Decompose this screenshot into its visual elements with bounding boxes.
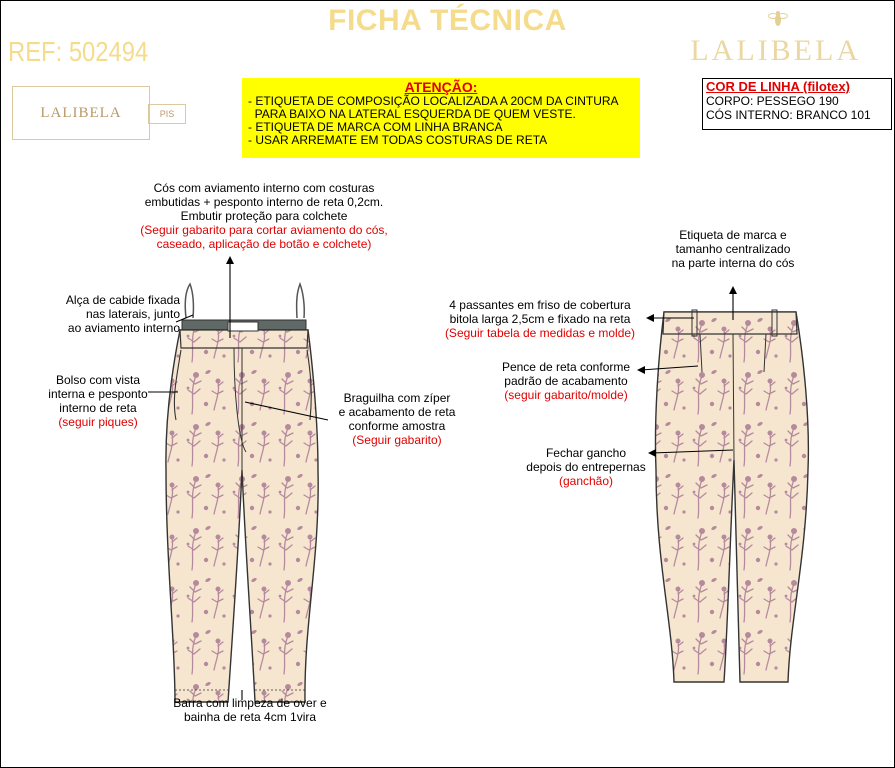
note-line: bainha de reta 4cm 1vira [183,710,317,724]
note-line: Braguilha com zíper [343,391,451,405]
note-line-red: (Seguir tabela de medidas e molde) [444,326,636,340]
thread-color-line: CORPO: PESSEGO 190 [706,94,839,108]
note-crotch [506,446,666,488]
note-line: conforme amostra [348,419,446,433]
note-belt-loops [420,298,660,340]
note-line: embutidas + pesponto interno de reta 0,2cm. [144,195,384,209]
note-line: 4 passantes em friso de cobertura [449,298,631,312]
attention-line: PARA BAIXO NA LATERAL ESQUERDA DE QUEM VESTE. [248,107,576,121]
note-line: nas laterais, junto [85,307,180,321]
brand-logo-text: LALIBELA [40,104,122,121]
hanger-loop-right [297,284,305,318]
front-trousers-drawing [166,284,318,702]
thread-color-title: COR DE LINHA (filotex) [706,79,850,94]
note-waistband [112,181,416,251]
brand-wordmark: LALIBELA [690,34,861,67]
note-line-red: (seguir piques) [58,415,138,429]
note-line: e acabamento de reta [338,405,456,419]
note-line: bitola larga 2,5cm e fixado na reta [449,312,631,326]
back-trousers-drawing [655,310,808,682]
note-hanger-loop [30,293,180,335]
note-line-red: (ganchão) [558,474,614,488]
note-line-red: caseado, aplicação de botão e colchete) [156,237,372,251]
note-line: Pence de reta conforme [501,360,631,374]
note-line: ao aviamento interno [67,321,180,335]
note-brand-label [650,228,816,270]
note-line: Barra com limpeza de over e [173,696,327,710]
thread-color-line: CÓS INTERNO: BRANCO 101 [706,108,871,122]
note-line-red: (Seguir gabarito para cortar aviamento do cós, [140,223,388,237]
note-line: padrão de acabamento [504,374,628,388]
sheet-title: FICHA TÉCNICA [328,4,567,37]
note-line: depois do entrepernas [526,460,646,474]
note-line: Alça de cabide fixada [65,293,180,307]
attention-line: - ETIQUETA DE MARCA COM LINHA BRANCA [248,120,503,134]
attention-title: ATENÇÃO: [404,79,478,95]
note-line: na parte interna do cós [671,256,795,270]
pis-tag: PIS [148,104,186,124]
note-line: Cós com aviamento interno com costuras [153,181,375,195]
note-pocket [30,373,166,429]
front-waistband-tab [228,322,258,331]
attention-line: - ETIQUETA DE COMPOSIÇÃO LOCALIZADA A 20CM DA CINTURA [248,94,619,108]
note-line: interna e pesponto [48,387,148,401]
attention-line: - USAR ARREMATE EM TODAS COSTURAS DE RETA [248,133,548,147]
note-dart [488,360,644,402]
reference-code: REF: 502494 [8,36,149,67]
note-line-red: (seguir gabarito/molde) [504,388,628,402]
note-line: Etiqueta de marca e [679,228,787,242]
note-line-red: (Seguir gabarito) [352,433,442,447]
note-line: Fechar gancho [545,446,627,460]
note-hem [150,696,350,724]
hanger-loop-left [185,284,193,318]
note-fly [322,391,472,447]
note-line: tamanho centralizado [675,242,791,256]
front-waistband [180,330,308,348]
note-line: Bolso com vista [55,373,141,387]
note-line: interno de reta [59,401,137,415]
note-line: Embutir proteção para colchete [180,209,348,223]
